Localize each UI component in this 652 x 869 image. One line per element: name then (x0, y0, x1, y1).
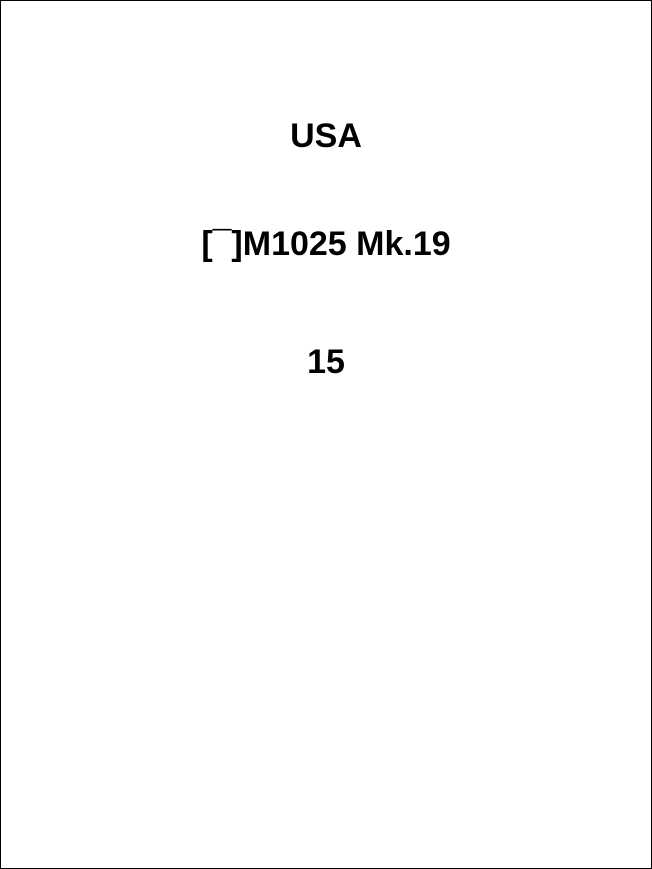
country-label: USA (290, 117, 362, 155)
number-label: 15 (307, 343, 345, 381)
model-label: [¯]M1025 Mk.19 (201, 225, 451, 263)
